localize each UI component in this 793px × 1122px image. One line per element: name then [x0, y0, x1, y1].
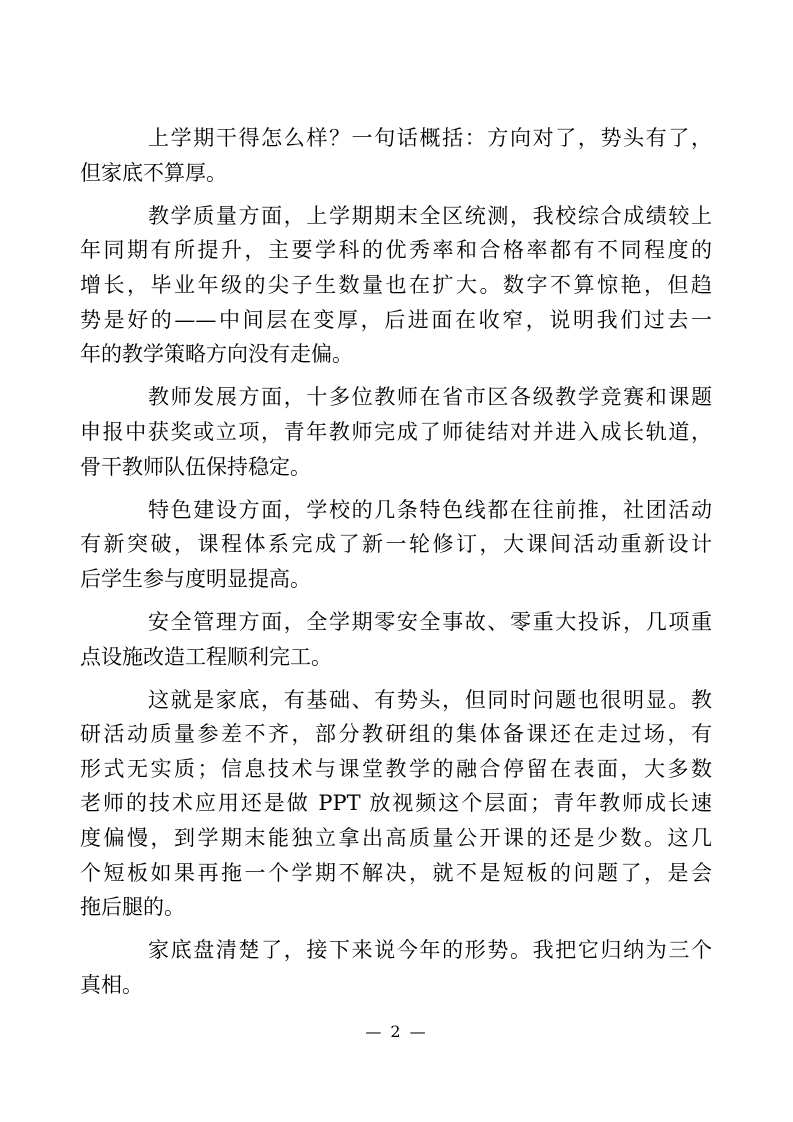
text-line: 个短板如果再拖一个学期不解决，就不是短板的问题了，是会 [80, 860, 712, 885]
text-line: 形式无实质；信息技术与课堂教学的融合停留在表面，大多数 [80, 756, 712, 781]
page-number: — 2 — [365, 1022, 428, 1041]
text-line: 老师的技术应用还是做 PPT 放视频这个层面；青年教师成长速 [80, 791, 712, 816]
paragraph [80, 121, 712, 190]
text-line: 家底盘清楚了，接下来说今年的形势。我把它归纳为三个 [148, 938, 712, 963]
paragraph [80, 605, 712, 674]
text-line: 增长，毕业年级的尖子生数量也在扩大。数字不算惊艳，但趋 [80, 272, 712, 297]
text-line: 安全管理方面，全学期零安全事故、零重大投诉，几项重 [148, 609, 712, 634]
paragraph [80, 683, 712, 925]
text-line: 有新突破，课程体系完成了新一轮修订，大课间活动重新设计 [80, 532, 712, 557]
text-line: 势是好的——中间层在变厚，后进面在收窄，说明我们过去一 [80, 307, 712, 332]
text-line: 教学质量方面，上学期期末全区统测，我校综合成绩较上 [148, 203, 712, 228]
paragraph [80, 199, 712, 372]
paragraph [80, 493, 712, 597]
text-line: 研活动质量参差不齐，部分教研组的集体备课还在走过场，有 [80, 722, 712, 747]
text-line: 教师发展方面，十多位教师在省市区各级教学竞赛和课题 [148, 385, 712, 410]
text-line: 年的教学策略方向没有走偏。 [80, 342, 353, 367]
text-line: 申报中获奖或立项，青年教师完成了师徒结对并进入成长轨道， [80, 419, 712, 444]
document-body [80, 121, 712, 1011]
paragraph [80, 933, 712, 1002]
text-line: 拖后腿的。 [80, 895, 185, 920]
text-line: 度偏慢，到学期末能独立拿出高质量公开课的还是少数。这几 [80, 826, 712, 851]
text-line: 年同期有所提升，主要学科的优秀率和合格率都有不同程度的 [80, 238, 712, 263]
text-line: 骨干教师队伍保持稳定。 [80, 454, 311, 479]
text-line: 上学期干得怎么样？一句话概括：方向对了，势头有了， [148, 126, 712, 150]
text-line: 后学生参与度明显提高。 [80, 566, 311, 591]
text-line: 但家底不算厚。 [80, 160, 227, 185]
paragraph [80, 380, 712, 484]
text-line: 真相。 [80, 973, 143, 998]
text-line: 点设施改造工程顺利完工。 [80, 644, 332, 669]
text-line: 特色建设方面，学校的几条特色线都在往前推，社团活动 [148, 497, 712, 522]
text-line: 这就是家底，有基础、有势头，但同时问题也很明显。教 [148, 687, 712, 712]
